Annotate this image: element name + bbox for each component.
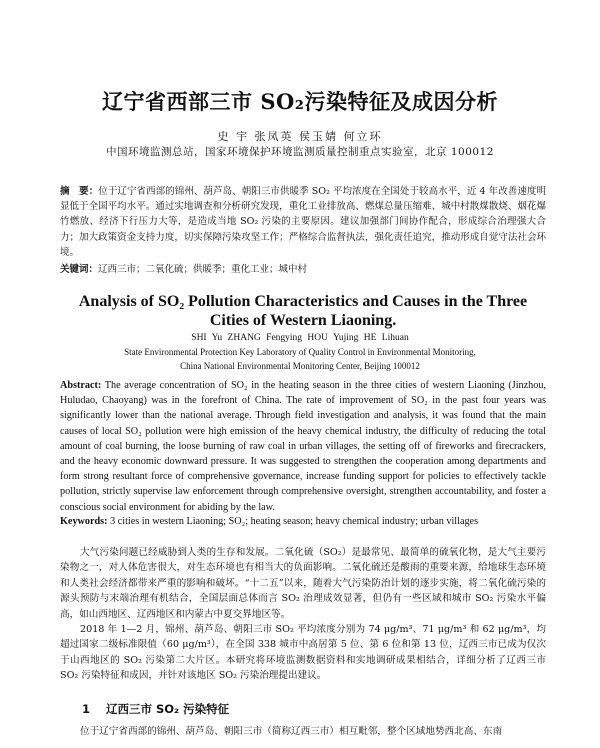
- section-heading-1: [82, 701, 229, 717]
- english-authors: SHI Yu ZHANG Fengying HOU Yujing HE Lihuan: [191, 333, 409, 343]
- english-abstract-label: Abstract:: [60, 380, 102, 391]
- chinese-affiliation: 中国环境监测总站，国家环境保护环境监测质量控制重点实验室，北京 100012: [106, 146, 494, 158]
- body-paragraph-3: 位于辽宁省西部的锦州、葫芦岛、朝阳三市（简称辽西三市）相互毗邻，整个区域地势西北高、东南: [80, 726, 503, 737]
- body-paragraph-1: 大气污染问题已经威胁到人类的生存和发展。二氧化硫（SO₂）是最常见、最简单的硫氧化物，是大气主要污染物之一，对人体危害很大，对生态环境也有相当大的负面影响。二氧化硫还是酸雨的重要来源，给地球生态环境和人类社会经济都带来严重的影响和破坏。“十二五”以来，随着大气污染防治计划的逐步实施，将二氧化硫污染的源头预防与末端治理有机结合，全国层面总体而言 SO₂ 治理成效显著，但仍有一些区域和城市 SO₂ 污染水平偏高，如山西地区、辽西地区和内蒙古中夏交界地区等。: [60, 547, 546, 620]
- english-affiliation-line-2: China National Environmental Monitoring Center, Beijing 100012: [180, 361, 420, 371]
- chinese-keywords-label: 关键词：: [60, 264, 99, 275]
- english-keywords-label: Keywords:: [60, 516, 108, 527]
- chinese-title: 辽宁省西部三市 SO₂污染特征及成因分析: [102, 89, 498, 114]
- chinese-keywords: [60, 262, 546, 277]
- english-abstract-text: The average concentration of SO₂ in the heating season in the three cities of western Liaoning (Jinzhou, Huludao, Chaoyang) was in the forefront of China. The rate of improvement of SO₂ in the past four years was significantly lower than the national average. Through field investigation and analysis, it was found that the main causes of local SO₂ pollution were high emission of the heavy chemical industry, the difficulty of reducing the total amount of coal burning, the loose burning of raw coal in urban villages, the setting off of fireworks and firecrackers, and the heavy economic downward pressure. It was suggested to strengthen the cooperation among departments and form strong resultant force of comprehensive governance, increase funding support for policies to effectively tackle pollution, strictly supervise law enforcement through comprehensive oversight, strengthen accountability, and foster a conscious social environment for abiding by the law.: [60, 380, 546, 513]
- english-keywords-text: 3 cities in western Liaoning; SO₂; heating season; heavy chemical industry; urban villages: [107, 516, 479, 527]
- section-title: 辽西三市 SO₂ 污染特征: [106, 702, 230, 716]
- english-affiliation-line-1: State Environmental Protection Key Laboratory of Quality Control in Environmental Monitoring,: [124, 347, 476, 357]
- english-title: Analysis of SO₂ Pollution Characteristics and Causes in the Three Cities of Western Liaoning.: [78, 293, 528, 329]
- chinese-authors: 史 宇 张凤英 侯玉婧 何立环: [217, 130, 383, 143]
- chinese-abstract-label: 摘 要：: [60, 186, 99, 197]
- chinese-abstract: [60, 184, 546, 260]
- body-paragraph-2: 2018 年 1—2 月，锦州、葫芦岛、朝阳三市 SO₂ 平均浓度分别为 74 μg/m³、71 μg/m³ 和 62 μg/m³，均超过国家二级标准限值（60 μg/m³），在全国 338 城市中高居第 5 位、第 6 位和第 13 位，辽西三市已成为仅次于山西地区的 SO₂ 污染第二大片区。本研究将环境监测数据资料和实地调研成果相结合，详细分析了辽西三市 SO₂ 污染特征和成因，并针对该地区 SO₂ 污染治理提出建议。: [60, 624, 546, 682]
- english-abstract: [60, 378, 546, 515]
- chinese-keywords-text: 辽西三市；二氧化硫；供暖季；重化工业；城中村: [98, 264, 308, 275]
- english-keywords: [60, 514, 546, 529]
- section-number: 1: [82, 702, 91, 716]
- chinese-abstract-text: 位于辽宁省西部的锦州、葫芦岛、朝阳三市供暖季 SO₂ 平均浓度在全国处于较高水平，近 4 年改善速度明显低于全国平均水平。通过实地调查和分析研究发现，重化工业排放高、燃煤总量压缩难、城中村散煤散烧、烟花爆竹燃放、经济下行压力大等，是造成当地 SO₂ 污染的主要原因。建议加强部门间协作配合，形成综合治理强大合力；加大政策资金支持力度，切实保障污染攻坚工作；严格综合监督执法，强化责任追究，推动形成自觉守法社会环境。: [60, 186, 546, 258]
